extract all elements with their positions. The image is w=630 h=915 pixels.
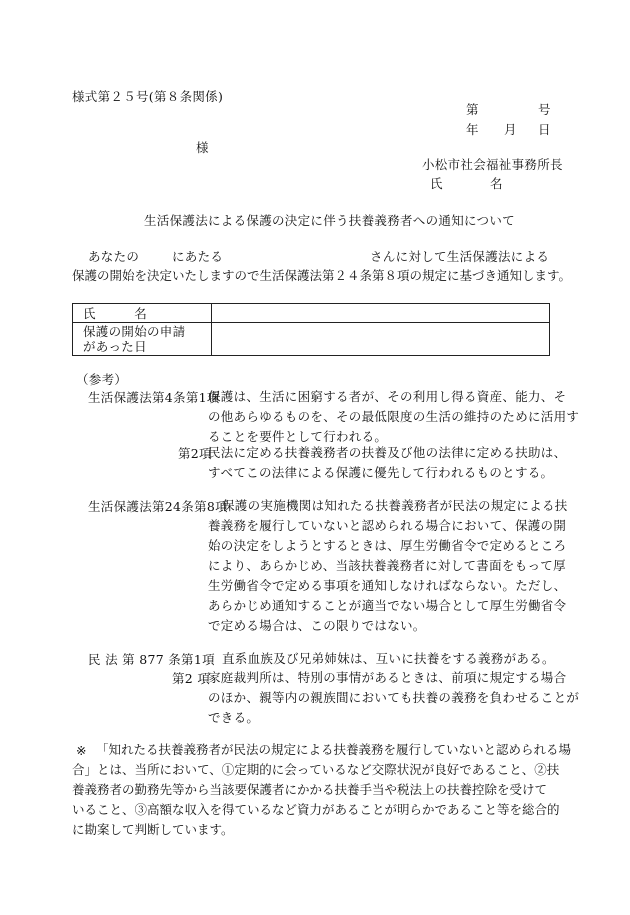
application-date-label-line2: があった日	[83, 339, 147, 354]
page-title: 生活保護法による保護の決定に伴う扶養義務者への通知について	[144, 213, 515, 228]
form-number: 様式第２５号(第８条関係)	[72, 89, 224, 104]
text-line: 養義務を履行していないと認められる場合において、保護の開	[208, 518, 567, 533]
ref-art4-para1-text	[208, 387, 579, 447]
table-row	[73, 323, 550, 356]
application-date-label-line1: 保護の開始の申請	[83, 324, 186, 339]
text-line: 養義務者の勤務先等から当該要保護者にかかる扶養手当や税法上の扶養控除を受けて	[72, 782, 548, 797]
reference-heading: （参考）	[76, 372, 128, 387]
date-year-label: 年	[466, 122, 479, 137]
text-line: により、あらかじめ、当該扶養義務者に対して書面をもって厚	[208, 558, 566, 573]
text-line: 直系血族及び兄弟姉妹は、互いに扶養をする義務がある。	[222, 651, 555, 666]
text-line: の他あらゆるものを、その最低限度の生活の維持のために活用す	[208, 409, 580, 424]
addressee-sama: 様	[196, 140, 209, 155]
name-label-cell: 氏 名	[73, 304, 212, 323]
info-table	[72, 303, 550, 356]
text-line: のほか、親等内の親族間においても扶養の義務を負わせることが	[208, 690, 580, 705]
text-line: すべてこの法律による保護に優先して行われるものとする。	[208, 465, 554, 480]
ref-art4-para2: 第2項	[178, 446, 212, 461]
ref-art24-para8-text	[208, 496, 568, 636]
ref-civil-877-para2-text	[208, 668, 579, 728]
note-mark: ※	[76, 743, 87, 758]
text-line: 民法に定める扶養義務者の扶養及び他の法律に定める扶助は、	[208, 445, 567, 460]
ref-art24-para8: 生活保護法第24条第8項	[88, 499, 228, 514]
note-text	[72, 740, 571, 840]
text-line: ることを要件として行われる。	[208, 429, 388, 444]
ref-civil-877-para1-text	[222, 649, 555, 669]
ref-art4-para2-text	[208, 443, 566, 483]
text-line: いること、③高額な収入を得ているなど資力があることが明らかであること等を総合的	[72, 802, 560, 817]
ref-civil-877-para1: 民 法 第 877 条第1項	[88, 652, 215, 667]
text-line: 保護は、生活に困窮する者が、その利用し得る資産、能力、そ	[208, 389, 567, 404]
intro-line1-a: あなたの	[88, 249, 140, 264]
text-line: で定める場合は、この限りではない。	[208, 618, 426, 633]
intro-line1-b: にあたる	[172, 249, 224, 264]
issuer-name-label-2: 名	[490, 176, 503, 191]
text-line: 始の決定をしようとするときは、厚生労働省令で定めるところ	[208, 538, 567, 553]
ref-civil-877-para2: 第2 項	[172, 671, 211, 686]
text-line: 「知れたる扶養義務者が民法の規定による扶養義務を履行していないと認められる場	[96, 742, 572, 757]
issuer-name-label-1: 氏	[430, 176, 443, 191]
date-month-label: 月	[504, 122, 517, 137]
text-line: 生労働省令で定める事項を通知しなければならない。ただし、	[208, 578, 567, 593]
application-date-label-cell	[73, 323, 212, 356]
document-number-label-suffix: 号	[538, 102, 551, 117]
issuer-title: 小松市社会福祉事務所長	[422, 157, 563, 172]
text-line: 家庭裁判所は、特別の事情があるときは、前項に規定する場合	[208, 670, 567, 685]
text-line: 合」とは、当所において、①定期的に会っているなど交際状況が良好であること、②扶	[72, 762, 560, 777]
table-row	[73, 304, 550, 323]
application-date-value-cell	[212, 323, 550, 356]
text-line: 保護の実施機関は知れたる扶養義務者が民法の規定による扶	[222, 498, 568, 513]
intro-line1-c: さんに対して生活保護法による	[370, 249, 550, 264]
name-value-cell	[212, 304, 550, 323]
text-line: あらかじめ通知することが適当でない場合として厚生労働省令	[208, 598, 567, 613]
document-number-label-prefix: 第	[466, 102, 479, 117]
date-day-label: 日	[538, 122, 551, 137]
ref-art4-para1: 生活保護法第4条第1項	[88, 390, 220, 405]
text-line: に勘案して判断しています。	[72, 822, 234, 837]
intro-line2: 保護の開始を決定いたしますので生活保護法第２４条第８項の規定に基づき通知します。	[72, 268, 572, 283]
text-line: できる。	[208, 710, 260, 725]
